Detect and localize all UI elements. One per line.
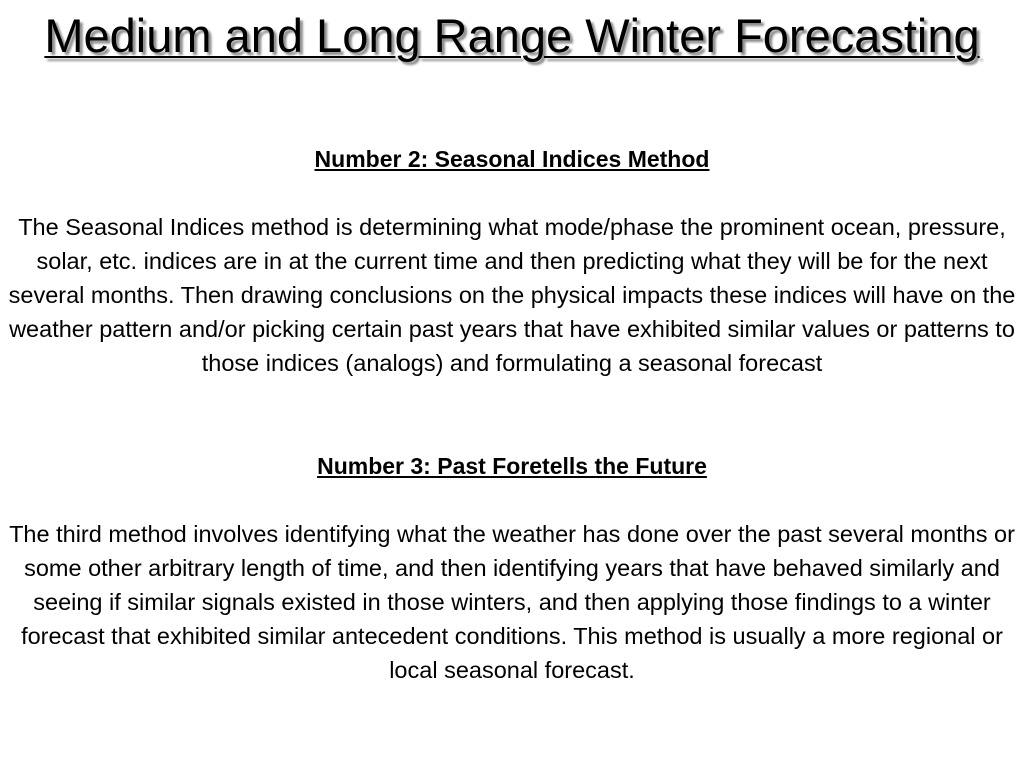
section-heading-seasonal-indices: Number 2: Seasonal Indices Method — [314, 146, 710, 172]
section-heading-past-foretells-future: Number 3: Past Foretells the Future — [317, 453, 707, 479]
slide-title: Medium and Long Range Winter Forecasting — [44, 9, 980, 62]
section-body-past-foretells-future: The third method involves identifying what the weather has done over the past several months or some other arbitrary length of time, and then identifying years that have behaved similarly and seeing if similar signals existed in those winters, and then applying those findings to a winter forecast that exhibited similar antecedent conditions. This method is usually a more regional or local seasonal forecast. — [9, 521, 1015, 683]
section-body-seasonal-indices: The Seasonal Indices method is determining what mode/phase the prominent ocean, pressure, solar, etc. indices are in at the current time and then predicting what they will be for the next several months. Then drawing conclusions on the physical impacts these indices will have on the weather pattern and/or picking certain past years that have exhibited similar values or patterns to those indices (analogs) and formulating a seasonal forecast — [8, 214, 1016, 376]
